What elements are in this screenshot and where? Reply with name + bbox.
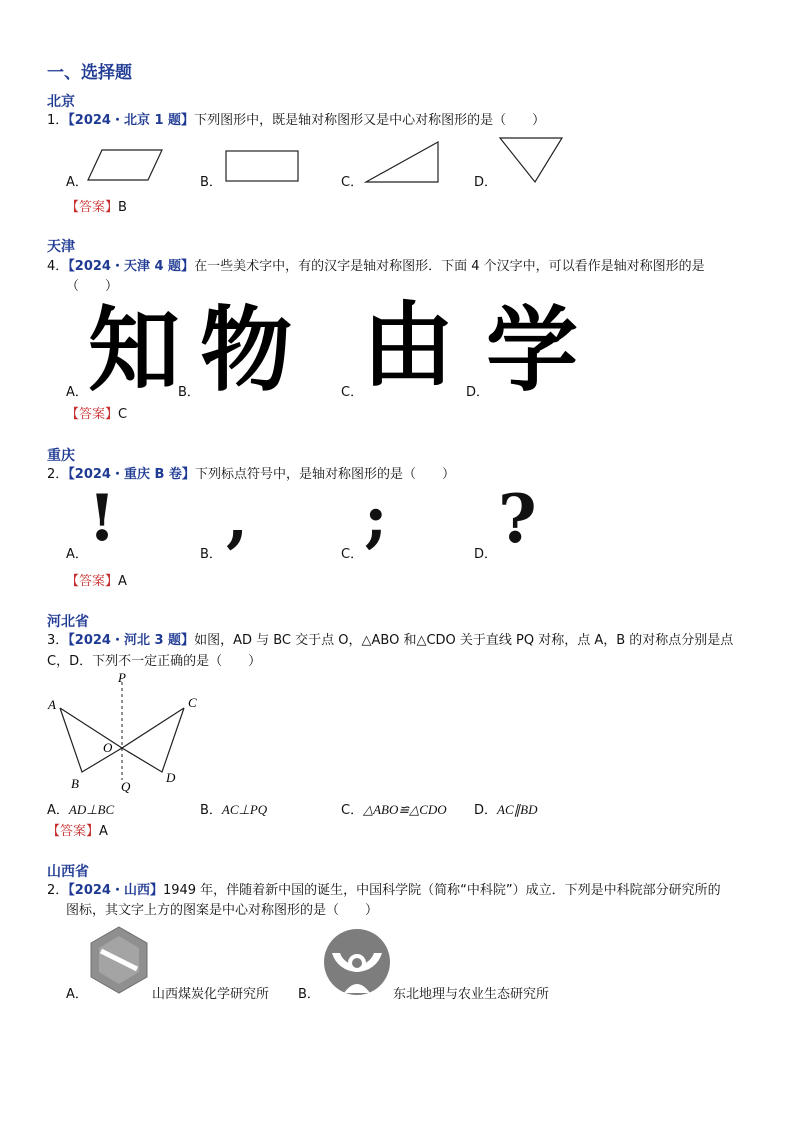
parallelogram-figure	[86, 148, 164, 182]
option-b[interactable]	[200, 799, 267, 818]
comma-symbol: ,	[226, 481, 249, 556]
question-shanxi-cont: 图标，其文字上方的图案是中心对称图形的是（ ）	[66, 903, 379, 918]
option-d[interactable]	[474, 799, 537, 818]
question-shanxi	[47, 881, 721, 901]
region-beijing: 北京	[47, 94, 75, 110]
semicolon-symbol: ;	[364, 481, 388, 556]
institute-b-name: 东北地理与农业生态研究所	[393, 987, 550, 1002]
option-c[interactable]: C．	[341, 175, 364, 190]
question-tag: 【2024・天津 4 题】	[68, 259, 195, 274]
answer-value: A	[99, 824, 108, 839]
option-key: B．	[200, 803, 222, 818]
question-text: 如图，AD 与 BC 交于点 O，△ABO 和△CDO 关于直线 PQ 对称，点 A，B 的对称点分别是点	[194, 633, 734, 648]
char-you: 由	[362, 292, 455, 399]
option-value: AC⊥PQ	[221, 802, 268, 817]
answer-chongqing	[66, 570, 127, 589]
option-b[interactable]: B．	[200, 175, 222, 190]
question-tianjin-cont: （ ）	[66, 279, 119, 294]
question-mark-symbol: ?	[498, 480, 537, 558]
section-title: 一、选择题	[47, 63, 132, 83]
question-tag: 【2024・河北 3 题】	[68, 633, 195, 648]
question-number: 2．	[47, 883, 69, 898]
answer-label: 【答案】	[66, 574, 119, 589]
option-key: D．	[474, 803, 498, 818]
circle-logo	[322, 927, 392, 997]
char-zhi: 知	[88, 297, 181, 404]
question-hebei-cont: C，D．下列不一定正确的是（ ）	[47, 654, 262, 669]
option-a[interactable]: A．	[66, 547, 88, 562]
label-o: O	[103, 740, 113, 755]
answer-value: C	[118, 407, 128, 422]
answer-tianjin	[66, 403, 127, 422]
option-key: C．	[341, 803, 364, 818]
option-a[interactable]	[47, 799, 114, 818]
region-tianjin: 天津	[47, 239, 75, 255]
label-c: C	[188, 695, 197, 710]
option-a[interactable]: A．	[66, 175, 88, 190]
region-hebei: 河北省	[47, 614, 89, 630]
right-triangle-figure	[364, 140, 442, 184]
option-b[interactable]: B．	[298, 987, 320, 1002]
option-c[interactable]	[341, 799, 447, 818]
answer-label: 【答案】	[66, 200, 119, 215]
region-shanxi: 山西省	[47, 864, 89, 880]
hexagon-logo	[88, 924, 150, 996]
question-number: 1．	[47, 113, 69, 128]
option-c[interactable]: C．	[341, 547, 364, 562]
label-p: P	[118, 670, 126, 685]
option-d[interactable]: D．	[466, 385, 490, 400]
option-value: △ABO≌△CDO	[363, 802, 447, 817]
label-b: B	[71, 776, 79, 791]
question-text: 下列标点符号中，是轴对称图形的是（ ）	[194, 467, 455, 482]
option-a[interactable]: A．	[66, 987, 88, 1002]
question-text: 下列图形中，既是轴对称图形又是中心对称图形的是（ ）	[194, 113, 546, 128]
option-value: AD⊥BC	[68, 802, 115, 817]
question-tag: 【2024・山西】	[68, 883, 163, 898]
question-tag: 【2024・北京 1 题】	[68, 113, 195, 128]
answer-value: B	[118, 200, 127, 215]
question-number: 3．	[47, 633, 69, 648]
question-tianjin	[47, 257, 705, 277]
label-d: D	[166, 770, 176, 785]
option-b[interactable]: B．	[178, 385, 200, 400]
exclamation-symbol: !	[88, 481, 117, 556]
char-xue: 学	[486, 297, 579, 404]
option-b[interactable]: B．	[200, 547, 222, 562]
region-chongqing: 重庆	[47, 448, 75, 464]
option-d[interactable]: D．	[474, 547, 498, 562]
question-tag: 【2024・重庆 B 卷】	[68, 467, 195, 482]
answer-beijing	[66, 196, 127, 215]
option-key: A．	[47, 803, 69, 818]
question-text: 1949 年，伴随着新中国的诞生，中国科学院（简称“中科院”）成立．下列是中科院部分研究所的	[162, 883, 721, 898]
char-wu: 物	[200, 297, 293, 404]
option-value: AC∥BD	[497, 802, 538, 817]
inverted-triangle-figure	[498, 136, 564, 184]
option-d[interactable]: D．	[474, 175, 498, 190]
rectangle-figure	[224, 149, 300, 183]
label-a: A	[48, 697, 56, 712]
question-text: 在一些美术字中，有的汉字是轴对称图形．下面 4 个汉字中，可以看作是轴对称图形的是	[194, 259, 705, 274]
symmetry-diagram	[40, 668, 220, 798]
question-hebei	[47, 631, 733, 651]
question-number: 2．	[47, 467, 69, 482]
answer-value: A	[118, 574, 127, 589]
question-number: 4．	[47, 259, 69, 274]
answer-label: 【答案】	[66, 407, 119, 422]
option-a[interactable]: A．	[66, 385, 88, 400]
institute-a-name: 山西煤炭化学研究所	[152, 987, 270, 1002]
answer-label: 【答案】	[47, 824, 100, 839]
question-beijing	[47, 111, 545, 131]
label-q: Q	[121, 779, 131, 794]
option-c[interactable]: C．	[341, 385, 364, 400]
answer-hebei	[47, 820, 108, 839]
